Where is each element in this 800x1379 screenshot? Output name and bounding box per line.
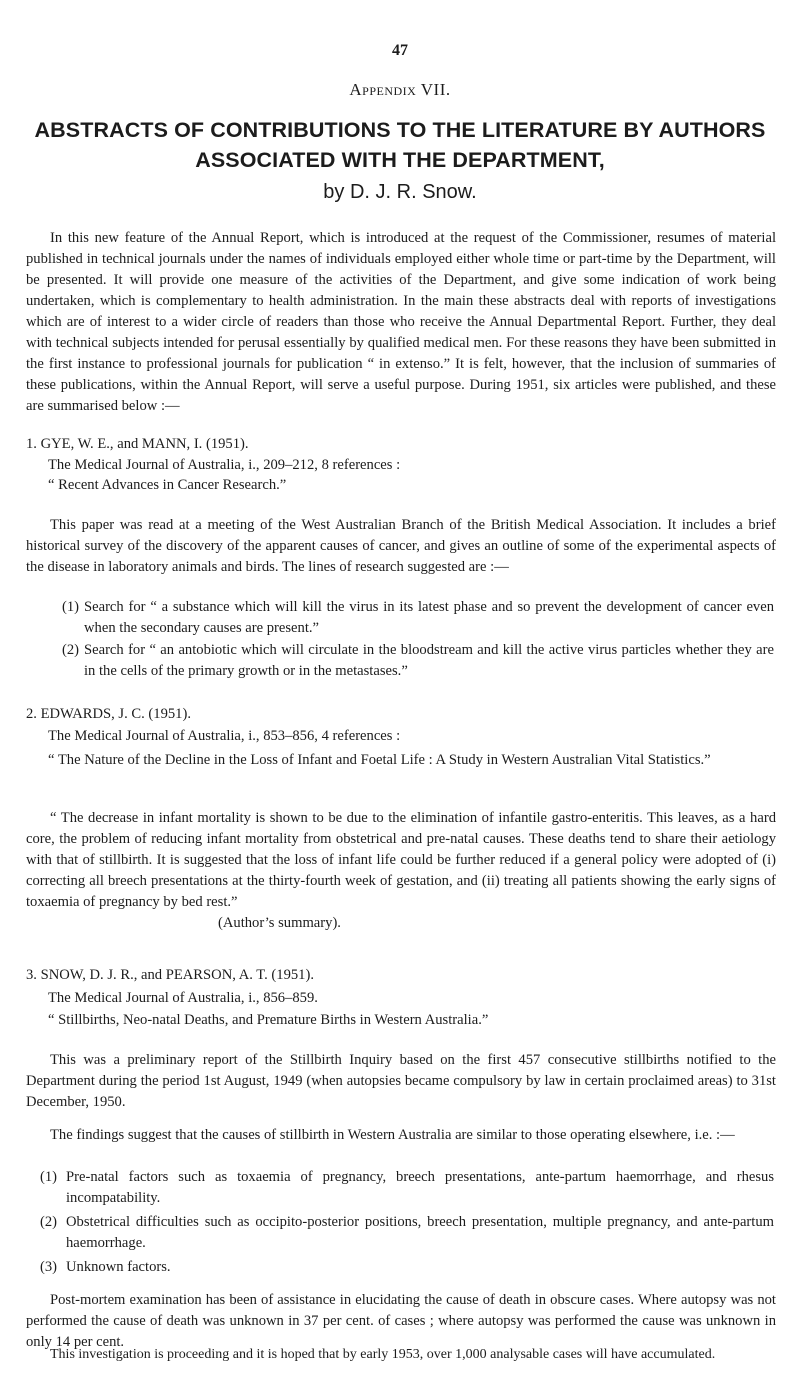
item-text: Unknown factors.: [66, 1259, 171, 1275]
page-number: 47: [392, 42, 408, 59]
abstract-2-title: “ The Nature of the Decline in the Loss of Infant and Foetal Life : A Study in Western Australian Vital Statistics.”: [48, 752, 711, 768]
abstract-3-heading: 3. SNOW, D. J. R., and PEARSON, A. T. (1951).: [26, 967, 314, 983]
item-text: Obstetrical difficulties such as occipito-posterior positions, breech presentation, multiple pregnancy, and ante-partum haemorrhage.: [66, 1214, 774, 1251]
abstract-1-item-1: [62, 597, 774, 639]
abstract-3-journal: The Medical Journal of Australia, i., 856–859.: [48, 990, 318, 1006]
abstract-1-item-2: [62, 640, 774, 682]
abstract-2-journal: The Medical Journal of Australia, i., 853–856, 4 references :: [48, 728, 401, 744]
item-text: Search for “ an antobiotic which will circulate in the bloodstream and kill the active virus particles whether they are in the cells of the primary growth or in the metastases.”: [84, 642, 774, 679]
abstract-3-title: “ Stillbirths, Neo-natal Deaths, and Premature Births in Western Australia.”: [48, 1012, 489, 1028]
item-number: (3): [40, 1259, 58, 1275]
abstract-3-item-3: [40, 1257, 774, 1278]
abstract-2-body: “ The decrease in infant mortality is shown to be due to the elimination of infantile gastro-enteritis. This leaves, as a hard core, the problem of reducing infant mortality from obstetrical and pre-natal causes. These deaths tend to share their aetiology with that of stillbirth. It is suggested that the loss of infant life could be further reduced if a general policy were adopted of (i) correcting all breech presentations at the thirty-fourth week of gestation, and (ii) treating all patients showing the early signs of toxaemia of pregnancy by bed rest.”: [26, 810, 776, 910]
item-number: (1): [40, 1169, 58, 1185]
item-number: (1): [62, 599, 80, 615]
item-text: Search for “ a substance which will kill the virus in its latest phase and so prevent the development of cancer even when the secondary causes are present.”: [84, 599, 774, 636]
appendix-label: Appendix VII.: [349, 80, 451, 99]
abstract-3-item-1: [40, 1167, 774, 1209]
item-number: (2): [62, 642, 80, 658]
page-title-line-1: ABSTRACTS OF CONTRIBUTIONS TO THE LITERATURE BY AUTHORS: [34, 118, 766, 142]
abstract-2-heading: 2. EDWARDS, J. C. (1951).: [26, 706, 191, 722]
abstract-3-body-4: This investigation is proceeding and it is hoped that by early 1953, over 1,000 analysable cases will have accumulated.: [50, 1347, 716, 1362]
abstract-1-body: This paper was read at a meeting of the West Australian Branch of the British Medical Association. It includes a brief historical survey of the discovery of the apparent causes of cancer, and gives an outline of some of the experimental aspects of the disease in laboratory animals and birds. The lines of research suggested are :—: [26, 517, 776, 575]
abstract-3-body-1: This was a preliminary report of the Stillbirth Inquiry based on the first 457 consecutive stillbirths notified to the Department during the period 1st August, 1949 (when autopsies became compulsory by law in certain proclaimed areas) to 31st December, 1950.: [26, 1052, 776, 1110]
abstract-3-item-2: [40, 1212, 774, 1254]
page-title-line-2: ASSOCIATED WITH THE DEPARTMENT,: [195, 148, 605, 172]
intro-paragraph: In this new feature of the Annual Report, which is introduced at the request of the Commissioner, resumes of material published in technical journals under the names of individuals employed either whole time or part-time by the Department, will be presented. It will provide one measure of the activities of the Department, and give some indication of work being undertaken, which is complementary to health administration. In the main these abstracts deal with reports of investigations which are of interest to a wider circle of readers than those who receive the Annual Departmental Report. Further, they deal with technical subjects intended for perusal essentially by qualified medical men. For these reasons they have been submitted in the first instance to professional journals for publication “ in extenso.” It is felt, however, that the inclusion of summaries of these publications, within the Annual Report, will serve a useful purpose. During 1951, six articles were published, and these are summarised below :—: [26, 230, 776, 414]
abstract-1-heading: 1. GYE, W. E., and MANN, I. (1951).: [26, 436, 249, 452]
abstract-2-attribution: (Author’s summary).: [218, 915, 341, 931]
abstract-3-body-3: Post-mortem examination has been of assistance in elucidating the cause of death in obscure cases. Where autopsy was not performed the cause of death was unknown in 37 per cent. of cases ; where autopsy was performed the cause was unknown in only 14 per cent.: [26, 1292, 776, 1350]
item-number: (2): [40, 1214, 58, 1230]
abstract-1-journal: The Medical Journal of Australia, i., 209–212, 8 references :: [48, 457, 401, 473]
abstract-3-body-2: The findings suggest that the causes of stillbirth in Western Australia are similar to those operating elsewhere, i.e. :—: [50, 1127, 735, 1143]
author-byline: by D. J. R. Snow.: [323, 181, 477, 203]
item-text: Pre-natal factors such as toxaemia of pregnancy, breech presentations, ante-partum haemorrhage, and rhesus incompatability.: [66, 1169, 774, 1206]
abstract-1-title: “ Recent Advances in Cancer Research.”: [48, 477, 287, 493]
